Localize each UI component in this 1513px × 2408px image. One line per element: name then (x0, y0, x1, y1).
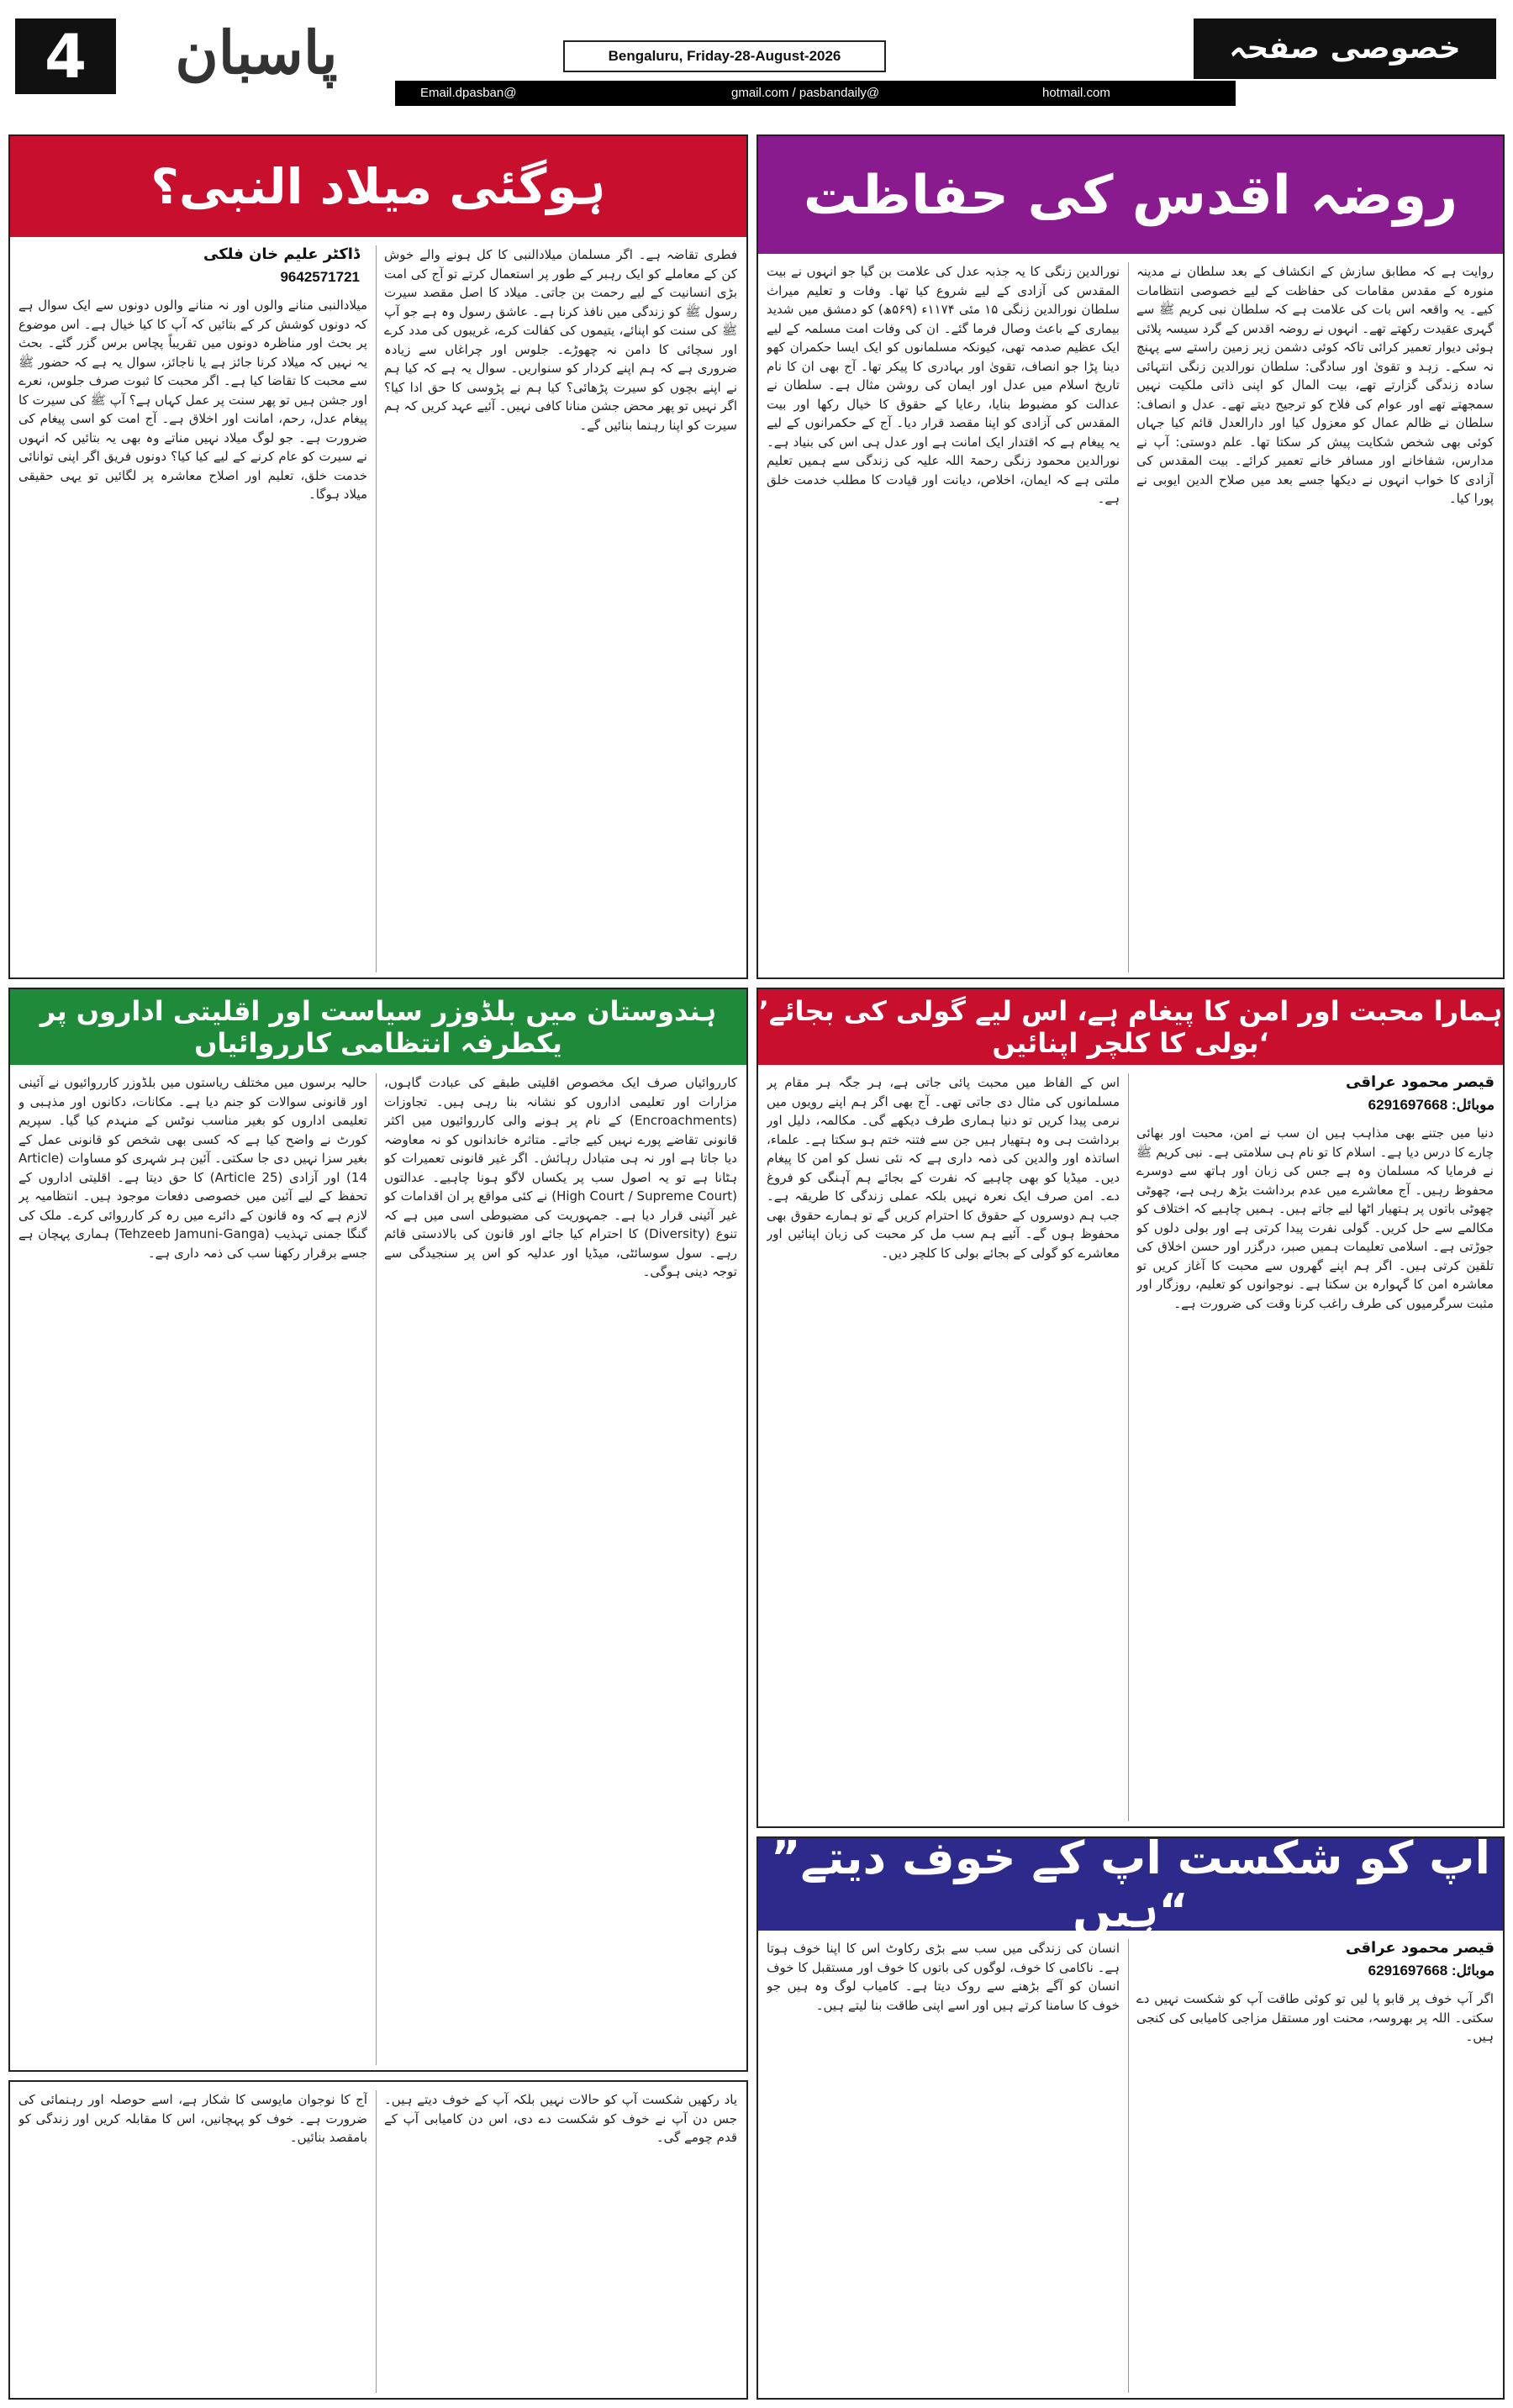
column-divider (1128, 262, 1129, 972)
column-divider (376, 1073, 377, 2065)
author-phone: 9642571721 (280, 269, 360, 285)
article-column: فطری تقاضہ ہے۔ اگر مسلمان میلادالنبی کا کل ہونے والے خوش کن کے معاملے کو ایک رہبر کے طور پر استعمال کرتے تو آج کی امت بڑی انسانیت کے لیے رحمت بن جاتی۔ میلاد کا اصل مقصد سیرت رسول ﷺ کو زندگی میں نافذ کرنا ہے۔ عاشق رسول وہ ہے جو آپ ﷺ کی سنت کو اپنائے، یتیموں کی کفالت کرے، غریبوں کی مدد کرے اور سچائی کا دامن نہ چھوڑے۔ جلوس اور چراغاں سے زیادہ ضروری ہے کہ ہم اپنے کردار کو سنواریں۔ سوال یہ ہے کہ کیا ہم نے اپنے بچوں کو سیرت پڑھائی؟ کیا ہم نے پڑوسی کا حق ادا کیا؟ اگر نہیں تو پھر محض جشن منانا کافی نہیں۔ آئیے عہد کریں کہ ہم سیرت کو اپنا رہنما بنائیں گے۔ (384, 247, 737, 433)
section-title: خصوصی صفحہ (1194, 18, 1496, 79)
article-title: روضہ اقدس کی حفاظت (758, 136, 1503, 254)
email-part: hotmail.com (1042, 86, 1110, 100)
column-divider (1128, 1939, 1129, 2393)
article-column: دنیا میں جتنے بھی مذاہب ہیں ان سب نے امن، محبت اور بھائی چارے کا درس دیا ہے۔ اسلام کا تو نام ہی سلامتی ہے۔ نبی کریم ﷺ نے فرمایا کہ مسلمان وہ ہے جس کی زبان اور ہاتھ سے دوسرے محفوظ رہیں۔ آج معاشرے میں عدم برداشت بڑھ رہی ہے، چھوٹی چھوٹی باتوں پر ہتھیار اٹھا لیے جاتے ہیں۔ ہمیں چاہیے کہ اختلاف کو مکالمے سے حل کریں۔ گولی نفرت پیدا کرتی ہے اور بولی دلوں کو جوڑتی ہے۔ اسلامی تعلیمات ہمیں صبر، درگزر اور حسن اخلاق کی تلقین کرتی ہیں۔ اگر ہم اپنے گھروں سے محبت کا آغاز کریں تو معاشرہ امن کا گہوارہ بن سکتا ہے۔ نوجوانوں کو تعلیم، روزگار اور مثبت سرگرمیوں کی طرف راغب کرنا وقت کی ضرورت ہے۔ (1136, 1125, 1494, 1311)
article-rauza (756, 134, 1505, 979)
article-boli (756, 988, 1505, 1828)
page-number: 4 (15, 18, 116, 94)
article-title: ”آپ کو شکست آپ کے خوف دیتے ہیں“ (758, 1838, 1503, 1931)
masthead (0, 0, 1513, 108)
article-column: کارروائیاں صرف ایک مخصوص اقلیتی طبقے کی عبادت گاہوں، مزارات اور تعلیمی اداروں کو نشانہ بنا رہی ہیں۔ تجاوزات (Encroachments) کے نام پر ہونے والی کارروائیوں میں اکثر قانونی تقاضے پورے نہیں کیے جاتے۔ متاثرہ خاندانوں کو نہ معاوضہ دیا جاتا ہے اور نہ ہی متبادل رہائش۔ اگر غیر قانونی تعمیرات کو ہٹانا ہے تو یہ اصول سب پر یکساں لاگو ہونا چاہیے۔ عدالتوں (High Court / Supreme Court) نے کئی مواقع پر ان اقدامات کو غیر آئینی قرار دیا ہے۔ جمہوریت کی مضبوطی اسی میں ہے کہ تنوع (Diversity) کا احترام کیا جائے اور قانون کی بالادستی قائم رہے۔ سول سوسائٹی، میڈیا اور عدلیہ کو اس پر سنجیدگی سے توجہ دینی ہوگی۔ (384, 1075, 737, 1279)
article-column: انسان کی زندگی میں سب سے بڑی رکاوٹ اس کا اپنا خوف ہوتا ہے۔ ناکامی کا خوف، لوگوں کی باتوں کا خوف اور مستقبل کا خوف انسان کو آگے بڑھنے سے روک دیتا ہے۔ کامیاب لوگ وہ ہیں جو خوف کا سامنا کرتے ہیں اور اسے اپنی طاقت بنا لیتے ہیں۔ (767, 1941, 1120, 2013)
article-shikast (756, 1831, 1505, 2400)
article-continuation (8, 2080, 748, 2400)
article-column: اس کے الفاظ میں محبت پائی جاتی ہے، ہر جگہ ہر مقام پر مسلمانوں کی مثال دی جاتی تھی۔ آج بھی اگر ہم اپنے رویوں میں نرمی پیدا کریں تو دنیا ہماری طرف دیکھے گی۔ مکالمہ، دلیل اور برداشت ہی وہ ہتھیار ہیں جن سے فتنہ ختم ہو سکتا ہے۔ علماء، اساتذہ اور والدین کی ذمہ داری ہے کہ نئی نسل کو امن کا پیغام دیں۔ میڈیا کو بھی چاہیے کہ نفرت کے بجائے ہم آہنگی کو فروغ دے۔ امن صرف ایک نعرہ نہیں بلکہ عملی زندگی کا طریقہ ہے۔ جب ہم دوسروں کے حقوق کا احترام کریں گے تو ہمارے حقوق بھی محفوظ ہوں گے۔ آئیے ہم سب مل کر محبت کی زبان اپنائیں اور معاشرے کو گولی کے بجائے بولی کا کلچر دیں۔ (767, 1075, 1120, 1261)
newspaper-logo: پاسبان (175, 18, 338, 87)
article-milad (8, 134, 748, 979)
author-name: قیصر محمود عراقی (1346, 1939, 1495, 1957)
author-phone: موبائل: 6291697668 (1368, 1963, 1495, 1979)
article-column: آج کا نوجوان مایوسی کا شکار ہے، اسے حوصلہ اور رہنمائی کی ضرورت ہے۔ خوف کو پہچانیں، اس کا مقابلہ کریں اور زندگی کو بامقصد بنائیں۔ (18, 2092, 367, 2145)
author-name: ڈاکٹر علیم خان فلکی (203, 245, 360, 263)
email-part: gmail.com / pasbandaily@ (731, 86, 880, 100)
article-bulldozer (8, 988, 748, 2072)
author-phone: موبائل: 6291697668 (1368, 1097, 1495, 1113)
article-column: اگر آپ خوف پر قابو پا لیں تو کوئی طاقت آپ کو شکست نہیں دے سکتی۔ اللہ پر بھروسہ، محنت اور مستقل مزاجی کامیابی کی کنجی ہیں۔ (1136, 1991, 1494, 2044)
article-column: روایت ہے کہ مطابق سازش کے انکشاف کے بعد سلطان نے مدینہ منورہ کے مقدس مقامات کی حفاظت کے لیے خصوصی انتظامات کیے۔ یہ واقعہ اس بات کی علامت ہے کہ سلطان نبی کریم ﷺ سے گہری عقیدت رکھتے تھے۔ انہوں نے روضہ اقدس کے گرد سیسہ پلائی ہوئی دیوار تعمیر کرائی تاکہ کوئی دشمن زیر زمین راستے سے پہنچ نہ سکے۔ زہد و تقویٰ اور سادگی: سلطان نورالدین زنگی انتہائی سادہ زندگی گزارتے تھے، بیت المال کو اپنی ذاتی ملکیت نہیں سمجھتے تھے اور عوام کی فلاح کو ترجیح دیتے تھے۔ عدل و انصاف: سلطان نے ظالم عمال کو معزول کیا اور دارالعدل قائم کیا جہاں کوئی بھی شخص شکایت پیش کر سکتا تھا۔ علم دوستی: آپ نے مدارس، شفاخانے اور مسافر خانے تعمیر کرائے۔ بیت المقدس کی آزادی کا خواب انہوں نے دیکھا جسے بعد میں صلاح الدین ایوبی نے پورا کیا۔ (1136, 264, 1494, 506)
article-column: حالیہ برسوں میں مختلف ریاستوں میں بلڈوزر کارروائیوں نے آئینی اور قانونی سوالات کو جنم دیا ہے۔ مکانات، دکانوں اور مذہبی و تعلیمی اداروں کو بغیر مناسب نوٹس کے منہدم کیا گیا۔ سپریم کورٹ نے واضح کیا ہے کہ کسی بھی شخص کو قانونی عمل کے بغیر سزا نہیں دی جا سکتی۔ آئین ہر شہری کو مساوات (Article 14) اور آزادی (Article 25) کا حق دیتا ہے۔ اقلیتی اداروں کے تحفظ کے لیے آئین میں خصوصی دفعات موجود ہیں۔ انتظامیہ پر لازم ہے کہ وہ قانون کے دائرے میں رہ کر کارروائی کرے۔ ملک کی گنگا جمنی تہذیب (Tehzeeb Jamuni-Ganga) ہماری پہچان ہے جسے برقرار رکھنا سب کی ذمہ داری ہے۔ (18, 1075, 367, 1261)
article-column: میلادالنبی منانے والوں اور نہ منانے والوں دونوں سے ایک سوال ہے کہ دونوں کوشش کر کے بتائیں کہ آپ کا کیا خیال ہے۔ اس موضوع پر بحث اور مناظرہ دونوں میں تقریباً پچاس برس گزر گئے۔ بحث یہ نہیں کہ میلاد کرنا جائز ہے یا ناجائز، سوال یہ ہے کہ حضور ﷺ سے محبت کا تقاضا کیا ہے۔ اگر محبت کا ثبوت صرف جلوس، نعرے اور جشن ہیں تو پھر سنت پر عمل کہاں ہے؟ آپ ﷺ کی سیرت کا پیغام عدل، رحم، امانت اور اخلاق ہے۔ آج امت کو اسی پیغام کی ضرورت ہے۔ جو لوگ میلاد نہیں مناتے وہ بھی یہ بتائیں کہ انہوں نے سیرت کو عام کرنے کے لیے کیا کیا؟ دونوں فریق اگر اپنی توانائی خدمت خلق، تعلیم اور اصلاح معاشرہ پر لگائیں تو یہی حقیقی میلاد ہوگا۔ (18, 298, 367, 502)
article-column: یاد رکھیں شکست آپ کو حالات نہیں بلکہ آپ کے خوف دیتے ہیں۔ جس دن آپ نے خوف کو شکست دے دی، اس دن کامیابی آپ کے قدم چومے گی۔ (384, 2092, 737, 2145)
article-title: ہندوستان میں بلڈوزر سیاست اور اقلیتی اداروں پر یکطرفہ انتظامی کارروائیاں (10, 989, 746, 1065)
column-divider (376, 2090, 377, 2393)
article-column: نورالدین زنگی کا یہ جذبہ عدل کی علامت بن گیا جو انہوں نے بیت المقدس کی آزادی کے لیے شروع کیا تھا۔ وفات و تعلیم میراث سلطان نورالدین زنگی ۱۵ مئی ۱۱۷۴ء (۵۶۹ھ) کو دمشق میں شدید بیماری کے باعث وصال فرما گئے۔ ان کی وفات امت مسلمہ کے لیے ایک عظیم صدمہ تھی، کیونکہ مسلمانوں کو ایک ایسا حکمران کھو دینا پڑا جو انصاف، تقویٰ اور بہادری کا پیکر تھا۔ آج بھی ان کا نام تاریخ اسلام میں عدل اور ایمان کی روشن مثال ہے۔ سلطان نے عدالت کو مضبوط بنایا، رعایا کے حقوق کا خیال رکھا اور بیت المقدس کی آزادی کو اپنا مقصد قرار دیا۔ آج کے حکمرانوں کے لیے یہ پیغام ہے کہ اقتدار ایک امانت ہے اور عدل ہی اس کی بنیاد ہے۔ نورالدین محمود زنگی رحمۃ اللہ علیہ کی زندگی سے ہمیں تعلیم ملتی ہے کہ ایمان، اخلاص، دیانت اور قیادت کا مطلب خدمت خلق ہے۔ (767, 264, 1120, 506)
author-name: قیصر محمود عراقی (1346, 1073, 1495, 1091)
column-divider (1128, 1073, 1129, 1821)
email-bar (395, 81, 1236, 106)
column-divider (376, 245, 377, 972)
email-part: Email.dpasban@ (420, 86, 517, 100)
article-title: ہوگئی میلاد النبی؟ (10, 136, 746, 237)
article-title: ’ہمارا محبت اور امن کا پیغام ہے، اس لیے گولی کی بجائے بولی کا کلچر اپنائیں‘ (758, 989, 1503, 1065)
dateline: Bengaluru, Friday-28-August-2026 (563, 40, 886, 72)
